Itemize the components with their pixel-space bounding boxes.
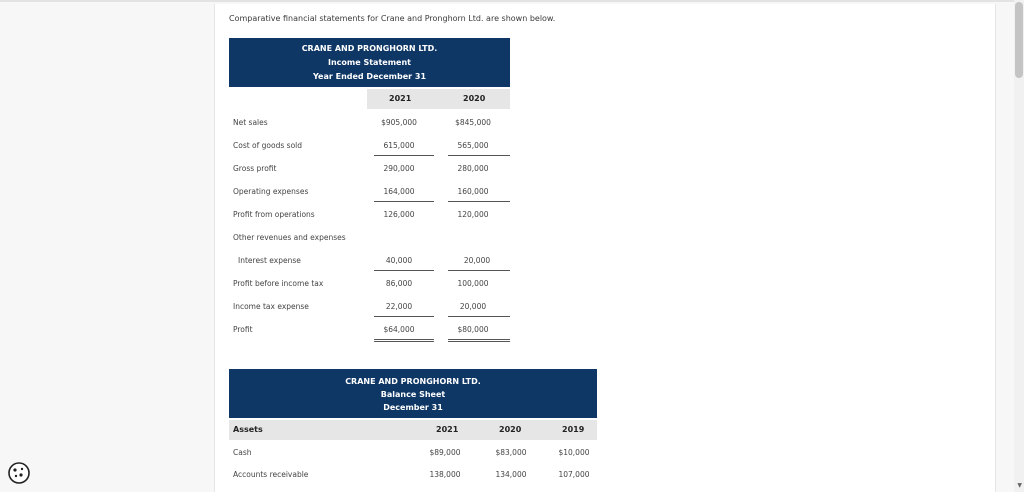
underline — [448, 270, 510, 271]
balance-year-2019: 2019 — [562, 425, 585, 434]
top-border — [0, 0, 1024, 2]
balance-column-header — [229, 420, 597, 440]
income-tax-2021: 22,000 — [385, 302, 413, 311]
balance-year-2020: 2020 — [499, 425, 522, 434]
row-label-profit-from-operations: Profit from operations — [233, 210, 315, 219]
interest-expense-2020: 20,000 — [463, 256, 491, 265]
balance-year-2021: 2021 — [436, 425, 459, 434]
underline — [448, 155, 510, 156]
balance-sheet-header — [229, 369, 597, 418]
balance-sheet-title: Balance Sheet — [380, 390, 446, 399]
income-year-2020: 2020 — [463, 94, 486, 103]
interest-expense-2021: 40,000 — [385, 256, 413, 265]
cash-2020: $83,000 — [495, 448, 527, 457]
accounts-receivable-2019: 107,000 — [558, 470, 590, 479]
balance-sheet-period: December 31 — [383, 403, 443, 412]
scrollbar-thumb[interactable] — [1015, 2, 1023, 78]
profit-2020: $80,000 — [457, 325, 489, 334]
row-label-cash: Cash — [233, 448, 252, 457]
income-column-header — [367, 89, 510, 109]
cogs-2021: 615,000 — [383, 141, 415, 150]
income-statement-period: Year Ended December 31 — [312, 72, 427, 81]
profit-from-operations-2021: 126,000 — [383, 210, 415, 219]
row-label-income-tax: Income tax expense — [233, 302, 309, 311]
row-label-profit: Profit — [233, 325, 253, 334]
income-tax-2020: 20,000 — [459, 302, 487, 311]
underline — [374, 155, 434, 156]
cogs-2020: 565,000 — [457, 141, 489, 150]
underline — [374, 201, 434, 202]
operating-expenses-2020: 160,000 — [457, 187, 489, 196]
income-statement-title: Income Statement — [328, 58, 411, 67]
row-label-accounts-receivable: Accounts receivable — [233, 470, 309, 479]
accounts-receivable-2021: 138,000 — [429, 470, 461, 479]
underline — [374, 270, 434, 271]
cash-2021: $89,000 — [429, 448, 461, 457]
net-sales-2020: $845,000 — [455, 118, 491, 127]
row-label-other-revenues: Other revenues and expenses — [233, 233, 346, 242]
profit-2021: $64,000 — [383, 325, 415, 334]
double-underline — [374, 339, 434, 342]
gross-profit-2021: 290,000 — [383, 164, 415, 173]
underline — [448, 201, 510, 202]
row-label-net-sales: Net sales — [233, 118, 268, 127]
underline — [374, 316, 434, 317]
gross-profit-2020: 280,000 — [457, 164, 489, 173]
operating-expenses-2021: 164,000 — [383, 187, 415, 196]
cookie-settings-icon[interactable] — [6, 460, 32, 486]
intro-text: Comparative financial statements for Crane and Pronghorn Ltd. are shown below. — [229, 14, 556, 23]
profit-before-tax-2021: 86,000 — [385, 279, 413, 288]
double-underline — [448, 339, 510, 342]
row-label-gross-profit: Gross profit — [233, 164, 277, 173]
row-label-profit-before-tax: Profit before income tax — [233, 279, 324, 288]
income-year-2021: 2021 — [389, 94, 412, 103]
row-label-interest-expense: Interest expense — [238, 256, 301, 265]
underline — [448, 316, 510, 317]
net-sales-2021: $905,000 — [381, 118, 417, 127]
scroll-down-arrow-icon[interactable]: ▼ — [1017, 482, 1022, 489]
row-label-operating-expenses: Operating expenses — [233, 187, 309, 196]
cash-2019: $10,000 — [558, 448, 590, 457]
assets-heading: Assets — [233, 425, 263, 434]
vertical-scrollbar[interactable] — [1014, 0, 1024, 492]
profit-from-operations-2020: 120,000 — [457, 210, 489, 219]
income-statement-header — [229, 38, 510, 87]
accounts-receivable-2020: 134,000 — [495, 470, 527, 479]
balance-company-name: CRANE AND PRONGHORN LTD. — [345, 377, 481, 386]
row-label-cogs: Cost of goods sold — [233, 141, 303, 150]
profit-before-tax-2020: 100,000 — [457, 279, 489, 288]
income-company-name: CRANE AND PRONGHORN LTD. — [301, 44, 438, 53]
